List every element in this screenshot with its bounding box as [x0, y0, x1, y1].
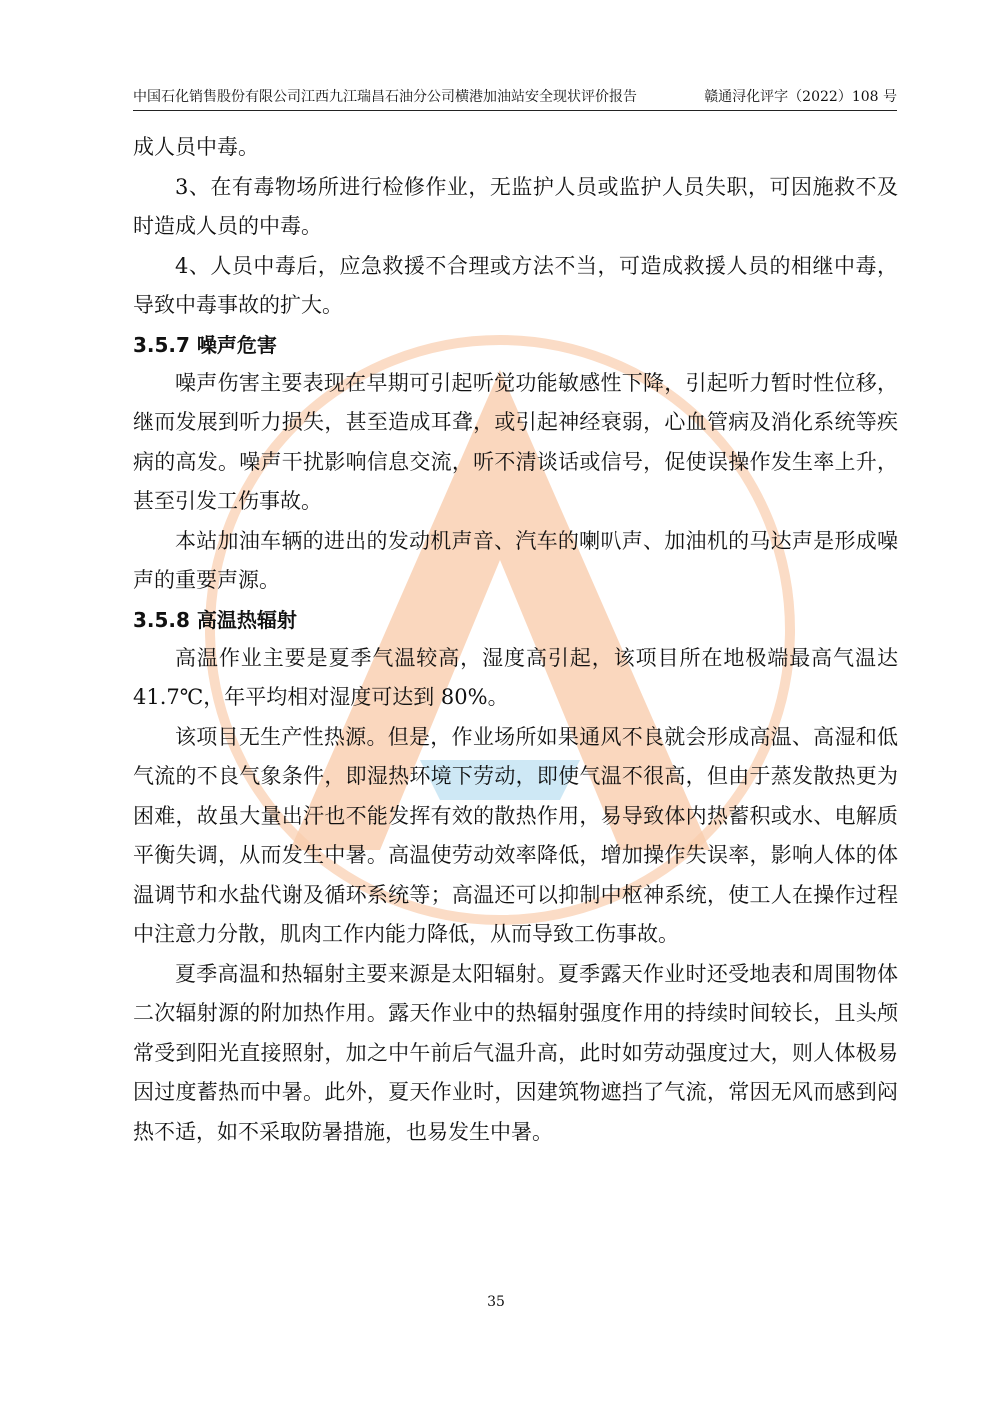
page-number: 35 — [487, 1294, 505, 1310]
section-heading: 3.5.7 噪声危害 — [133, 332, 277, 357]
paragraph: 夏季高温和热辐射主要来源是太阳辐射。夏季露天作业时还受地表和周围物体二次辐射源的附加热作用。露天作业中的热辐射强度作用的持续时间较长，且头颅常受到阳光直接照射，加之中午前后气温升高，此时如劳动强度过大，则人体极易因过度蓄热而中暑。此外，夏天作业时，因建筑物遮挡了气流，常因无风而感到闷热不适，如不采取防暑措施，也易发生中暑。 — [133, 961, 898, 1144]
paragraph: 高温作业主要是夏季气温较高，湿度高引起，该项目所在地极端最高气温达 41.7℃，年平均相对湿度可达到 80%。 — [133, 645, 898, 709]
paragraph: 4、人员中毒后，应急救援不合理或方法不当，可造成救援人员的相继中毒，导致中毒事故的扩大。 — [133, 253, 898, 317]
paragraph: 成人员中毒。 — [133, 135, 259, 159]
paragraph: 噪声伤害主要表现在早期可引起听觉功能敏感性下降，引起听力暂时性位移，继而发展到听力损失，甚至造成耳聋，或引起神经衰弱，心血管病及消化系统等疾病的高发。噪声干扰影响信息交流，听不清谈话或信号，促使误操作发生率上升，甚至引发工伤事故。 — [133, 370, 898, 513]
page-body — [133, 128, 898, 1152]
page-header — [133, 86, 897, 111]
paragraph: 3、在有毒物场所进行检修作业，无监护人员或监护人员失职，可因施救不及时造成人员的中毒。 — [133, 174, 898, 238]
paragraph: 本站加油车辆的进出的发动机声音、汽车的喇叭声、加油机的马达声是形成噪声的重要声源。 — [133, 528, 898, 592]
report-number: 赣通浔化评字（2022）108 号 — [704, 89, 897, 105]
paragraph: 该项目无生产性热源。但是，作业场所如果通风不良就会形成高温、高湿和低气流的不良气象条件，即湿热环境下劳动，即使气温不很高，但由于蒸发散热更为困难，故虽大量出汗也不能发挥有效的散热作用，易导致体内热蓄积或水、电解质平衡失调，从而发生中暑。高温使劳动效率降低，增加操作失误率，影响人体的体温调节和水盐代谢及循环系统等；高温还可以抑制中枢神系统，使工人在操作过程中注意力分散，肌肉工作内能力降低，从而导致工伤事故。 — [133, 724, 898, 946]
section-heading: 3.5.8 高温热辐射 — [133, 607, 297, 632]
report-title: 中国石化销售股份有限公司江西九江瑞昌石油分公司横港加油站安全现状评价报告 — [133, 89, 637, 105]
